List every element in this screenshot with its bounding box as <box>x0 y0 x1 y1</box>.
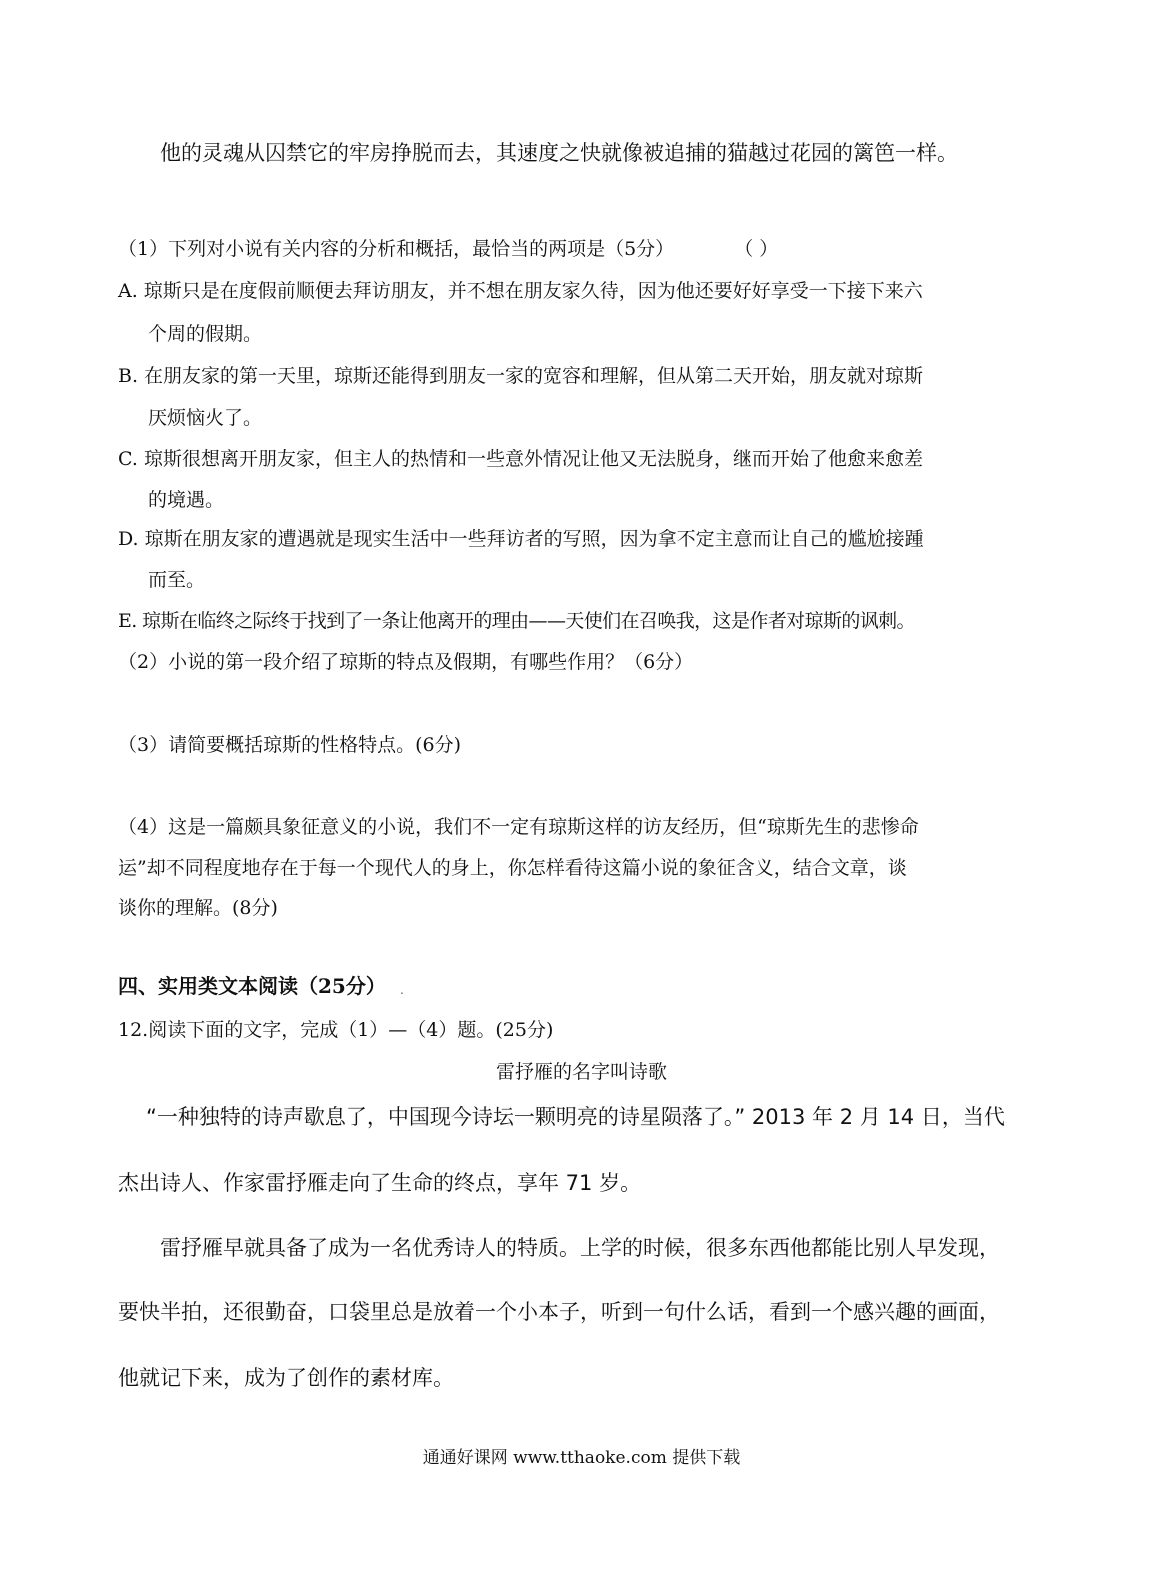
question-2: （2）小说的第一段介绍了琼斯的特点及假期，有哪些作用？（6分） <box>118 651 694 673</box>
question-1-stem <box>118 234 778 261</box>
article-paragraph-2-line1: 雷抒雁早就具备了成为一名优秀诗人的特质。上学的时候，很多东西他都能比别人早发现， <box>160 1236 1000 1260</box>
option-b-line2: 厌烦恼火了。 <box>148 407 263 429</box>
article-paragraph-2-line3: 他就记下来，成为了创作的素材库。 <box>118 1366 454 1390</box>
question-4-line1: （4）这是一篇颇具象征意义的小说，我们不一定有琼斯这样的访友经历，但“琼斯先生的悲惨命 <box>118 816 919 838</box>
question-3: （3）请简要概括琼斯的性格特点。(6分) <box>118 734 462 756</box>
option-b-line1: B. 在朋友家的第一天里，琼斯还能得到朋友一家的宽容和理解，但从第二天开始，朋友就对琼斯 <box>118 365 924 387</box>
option-d-line1: D. 琼斯在朋友家的遭遇就是现实生活中一些拜访者的写照，因为拿不定主意而让自己的尴尬接踵 <box>118 528 924 550</box>
option-a-line2: 个周的假期。 <box>148 323 263 345</box>
question-4-line3: 谈你的理解。(8分) <box>118 897 278 919</box>
section-title-mark: . <box>400 983 404 997</box>
question-1-text: （1）下列对小说有关内容的分析和概括，最恰当的两项是（5分） <box>118 238 675 260</box>
option-d-line2: 而至。 <box>148 569 206 591</box>
question-4-line2: 运”却不同程度地存在于每一个现代人的身上，你怎样看待这篇小说的象征含义，结合文章，谈 <box>118 857 907 879</box>
question-12-stem: 12.阅读下面的文字，完成（1）—（4）题。(25分) <box>118 1019 554 1041</box>
article-paragraph-2-line2: 要快半拍，还很勤奋，口袋里总是放着一个小本子，听到一句什么话，看到一个感兴趣的画面， <box>118 1300 1000 1324</box>
section-title: 四、实用类文本阅读（25分） <box>118 974 386 998</box>
article-paragraph-1-line2: 杰出诗人、作家雷抒雁走向了生命的终点，享年 71 岁。 <box>118 1171 642 1195</box>
page-footer: 通通好课网 www.tthaoke.com 提供下载 <box>422 1448 741 1468</box>
article-title: 雷抒雁的名字叫诗歌 <box>495 1061 667 1083</box>
option-e-line1: E. 琼斯在临终之际终于找到了一条让他离开的理由——天使们在召唤我，这是作者对琼斯的讽刺。 <box>118 610 915 632</box>
option-c-line2: 的境遇。 <box>148 489 225 511</box>
option-c-line1: C. 琼斯很想离开朋友家，但主人的热情和一些意外情况让他又无法脱身，继而开始了他愈来愈差 <box>118 448 923 470</box>
option-a-line1: A. 琼斯只是在度假前顺便去拜访朋友，并不想在朋友家久待，因为他还要好好享受一下接下来六 <box>118 280 923 302</box>
answer-bracket: （ ） <box>734 238 779 260</box>
article-paragraph-1-line1: “一种独特的诗声歇息了，中国现今诗坛一颗明亮的诗星陨落了。” 2013 年 2 月 14 日，当代 <box>146 1105 1005 1129</box>
story-closing-line: 他的灵魂从囚禁它的牢房挣脱而去，其速度之快就像被追捕的猫越过花园的篱笆一样。 <box>160 141 958 165</box>
